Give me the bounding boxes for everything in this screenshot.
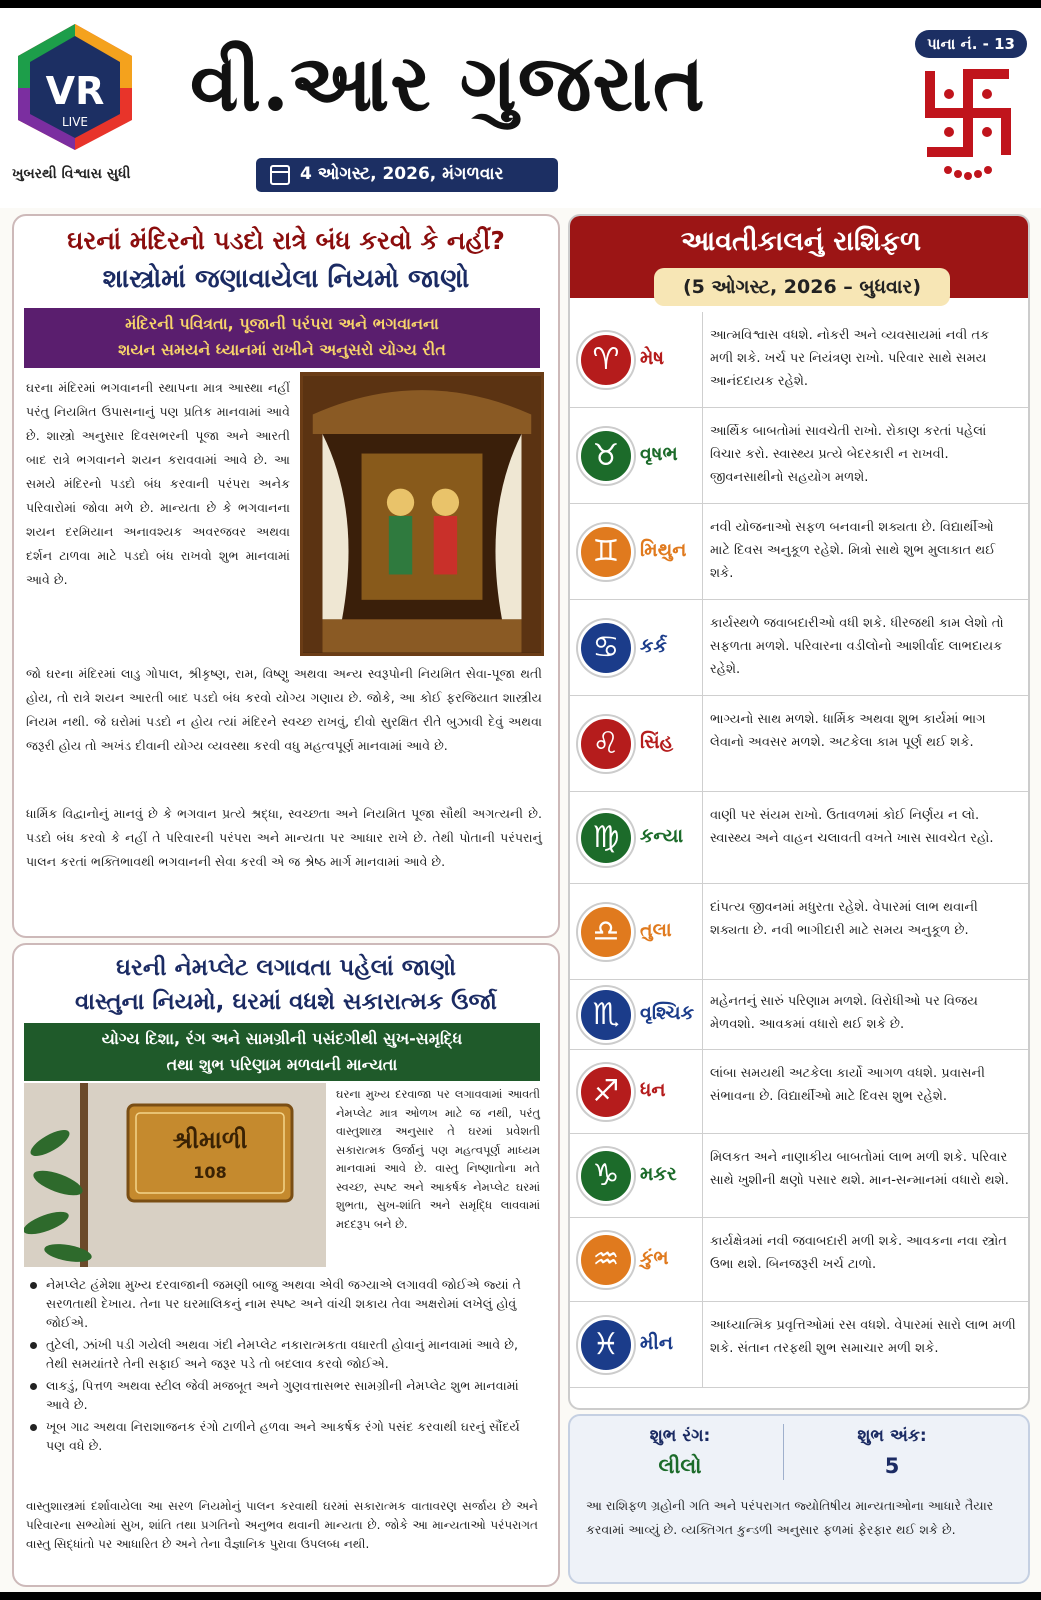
svg-text:LIVE: LIVE <box>61 115 89 129</box>
row-divider <box>702 504 703 599</box>
newspaper-page <box>0 8 1041 1592</box>
article1-subheadline: શાસ્ત્રોમાં જણાવાયેલા નિયમો જાણો <box>102 264 470 294</box>
zodiac-name: ધન <box>640 1079 666 1101</box>
swastika-icon <box>918 66 1018 186</box>
lucky-number-label: શુભ અંક: <box>857 1426 927 1446</box>
row-divider <box>702 1134 703 1217</box>
zodiac-prediction: ભાગ્યનો સાથ મળશે. ધાર્મિક અથવા શુભ કાર્યમાં ભાગ લેવાનો અવસર મળશે. અટકેલા કામ પૂર્ણ થઈ શકે. <box>710 712 986 750</box>
article2-deck: યોગ્ય દિશા, રંગ અને સામગ્રીની પસંદગીથી સુખ-સમૃદ્ધિ તથા શુભ પરિણામ મળવાની માન્યતા <box>24 1023 540 1081</box>
twins-icon: ♊ <box>578 524 634 580</box>
article2-headline: ઘરની નેમપ્લેટ લગાવતા પહેલાં જાણો <box>116 955 456 981</box>
zodiac-row <box>570 696 1030 792</box>
article2-para-2: વાસ્તુશાસ્ત્રમાં દર્શાવાયેલા આ સરળ નિયમોનું પાલન કરવાથી ઘરમાં સકારાત્મક વાતાવરણ સર્જાય છે અને પરિવારના સભ્યોમાં સુખ, શાંતિ તથા પ્રગતિનો અનુભવ થવાની માન્યતા છે. જોકે આ માન્યતાઓ પરંપરાગત વાસ્તુ સિદ્ધાંતો પર આધારિત છે અને તેના વૈજ્ઞાનિક પુરાવા ઉપલબ્ધ નથી. <box>26 1499 538 1551</box>
zodiac-name: મકર <box>640 1163 677 1185</box>
article2-para-1: ઘરના મુખ્ય દરવાજા પર લગાવવામાં આવતી નેમપ્લેટ માત્ર ઓળખ માટે જ નથી, પરંતુ વાસ્તુશાસ્ત્ર અનુસાર તે ઘરમાં પ્રવેશતી સકારાત્મક ઉર્જાનું પણ મહત્વપૂર્ણ માધ્યમ માનવામાં આવે છે. વાસ્તુ નિષ્ણાતોના મતે સ્વચ્છ, સ્પષ્ટ અને આકર્ષક નેમપ્લેટ ઘરમાં શુભતા, સુખ-શાંતિ અને સમૃદ્ધિ લાવવામાં મદદરૂપ બને છે. <box>336 1087 540 1231</box>
zodiac-row <box>570 504 1030 600</box>
zodiac-name: મિથુન <box>640 539 687 561</box>
tagline: ખુબરથી વિશ્વાસ સુધી <box>12 166 131 182</box>
lucky-divider <box>783 1424 784 1480</box>
zodiac-row <box>570 600 1030 696</box>
article1-para-2: જો ઘરના મંદિરમાં લાડુ ગોપાલ, શ્રીકૃષ્ણ, રામ, વિષ્ણુ અથવા અન્ય સ્વરૂપોની નિયમિત સેવા-પૂજા થતી હોય, તો રાત્રે શયન આરતી બાદ પડદો બંધ કરવો યોગ્ય ગણાય છે. જોકે, આ કોઈ ફરજિયાત શાસ્ત્રીય નિયમ નથી. જે ઘરોમાં પડદો ન હોય ત્યાં મંદિરને સ્વચ્છ રાખવું, દીવો સુરક્ષિત રીતે બુઝાવી દેવું અથવા જરૂરી હોય તો અખંડ દીવાની યોગ્ય વ્યવસ્થા કરવી વધુ મહત્વપૂર્ણ માનવામાં આવે છે. <box>26 666 542 753</box>
fish-icon: ♓ <box>578 1317 634 1373</box>
zodiac-name: વૃશ્ચિક <box>640 1002 694 1024</box>
zodiac-name: કન્યા <box>640 825 684 847</box>
horoscope-disclaimer: આ રાશિફળ ગ્રહોની ગતિ અને પરંપરાગત જ્યોતિષીય માન્યતાઓના આધારે તૈયાર કરવામાં આવ્યું છે. વ્યક્તિગત કુન્ડળી અનુસાર ફળમાં ફેરફાર થઈ શકે છે. <box>586 1498 994 1537</box>
calendar-icon <box>270 165 290 185</box>
row-divider <box>702 792 703 883</box>
zodiac-row <box>570 1302 1030 1388</box>
article2-subheadline: વાસ્તુના નિયમો, ઘરમાં વધશે સકારાત્મક ઉર્જા <box>75 989 497 1015</box>
row-divider <box>702 980 703 1049</box>
zodiac-prediction: કાર્યક્ષેત્રમાં નવી જવાબદારી મળી શકે. આવકના નવા સ્ત્રોત ઉભા થશે. બિનજરૂરી ખર્ચ ટાળો. <box>710 1234 1007 1272</box>
scales-icon: ♎ <box>578 904 634 960</box>
zodiac-row <box>570 792 1030 884</box>
nameplate-name: શ્રીમાળી <box>172 1125 248 1154</box>
zodiac-name: કર્ક <box>640 635 667 657</box>
lion-icon: ♌ <box>578 716 634 772</box>
zodiac-prediction: મહેનતનું સારું પરિણામ મળશે. વિરોધીઓ પર વિજય મેળવશો. આવકમાં વધારો થઈ શકે છે. <box>710 994 978 1032</box>
zodiac-prediction: નવી યોજનાઓ સફળ બનવાની શક્યતા છે. વિદ્યાર્થીઓ માટે દિવસ અનુકૂળ રહેશે. મિત્રો સાથે શુભ મુલાકાત થઈ શકે. <box>710 520 996 581</box>
horoscope-panel <box>568 214 1030 1410</box>
zodiac-prediction: વાણી પર સંયમ રાખો. ઉતાવળમાં કોઈ નિર્ણય ન લો. સ્વાસ્થ્ય અને વાહન ચલાવતી વખતે ખાસ સાવચેત રહો. <box>710 808 994 846</box>
bull-icon: ♉ <box>578 428 634 484</box>
zodiac-name: સિંહ <box>640 731 674 753</box>
row-divider <box>702 312 703 407</box>
crab-icon: ♋ <box>578 620 634 676</box>
row-divider <box>702 1050 703 1133</box>
lucky-box <box>568 1414 1030 1584</box>
nameplate-image <box>24 1083 326 1267</box>
zodiac-row <box>570 1050 1030 1134</box>
lucky-color-value: લીલો <box>658 1454 702 1478</box>
zodiac-prediction: મિલકત અને નાણાકીય બાબતોમાં લાભ મળી શકે. પરિવાર સાથે ખુશીની ક્ષણો પસાર થશે. માન-સન્માનમાં વધારો થશે. <box>710 1150 1009 1188</box>
article-temple-curtain <box>12 214 560 938</box>
zodiac-prediction: આર્થિક બાબતોમાં સાવચેતી રાખો. રોકાણ કરતાં પહેલાં વિચાર કરો. સ્વાસ્થ્ય પ્રત્યે બેદરકારી ન રાખવી. જીવનસાથીનો સહયોગ મળશે. <box>710 424 987 485</box>
article-nameplate-vastu <box>12 943 560 1587</box>
list-item: ખૂબ ગાઢ અથવા નિરાશાજનક રંગો ટાળીને હળવા અને આકર્ષક રંગો પસંદ કરવાથી ઘરનું સૌંદર્ય પણ વધે છે. <box>26 1417 536 1455</box>
lucky-number-value: 5 <box>884 1454 900 1478</box>
zodiac-prediction: આધ્યાત્મિક પ્રવૃત્તિઓમાં રસ વધશે. વેપારમાં સારો લાભ મળી શકે. સંતાન તરફથી શુભ સમાચાર મળી શકે. <box>710 1318 1016 1356</box>
water-bearer-icon: ♒ <box>578 1232 634 1288</box>
nameplate-tips-list <box>26 1275 536 1458</box>
scorpion-icon: ♏ <box>578 987 634 1043</box>
zodiac-name: તુલા <box>640 919 672 941</box>
vr-live-logo <box>14 22 136 152</box>
archer-icon: ♐ <box>578 1064 634 1120</box>
zodiac-row <box>570 884 1030 980</box>
zodiac-prediction: દાંપત્ય જીવનમાં મધુરતા રહેશે. વેપારમાં લાભ થવાની શક્યતા છે. નવી ભાગીદારી માટે સમય અનુકૂળ છે. <box>710 900 978 938</box>
zodiac-name: વૃષભ <box>640 443 678 465</box>
row-divider <box>702 1302 703 1387</box>
temple-image <box>300 372 544 656</box>
list-item: લાકડું, પિત્તળ અથવા સ્ટીલ જેવી મજબૂત અને ગુણવત્તાસભર સામગ્રીની નેમપ્લેટ શુભ માનવામાં આવે છે. <box>26 1376 536 1414</box>
row-divider <box>702 408 703 503</box>
zodiac-prediction: આત્મવિશ્વાસ વધશે. નોકરી અને વ્યવસાયમાં નવી તક મળી શકે. ખર્ચ પર નિયંત્રણ રાખો. પરિવાર સાથે સમય આનંદદાયક રહેશે. <box>710 328 990 389</box>
row-divider <box>702 884 703 979</box>
newspaper-title: વી.આર ગુજરાત <box>190 38 706 129</box>
nameplate-number: 108 <box>193 1163 227 1182</box>
article1-headline: ઘરનાં મંદિરનો પડદો રાત્રે બંધ કરવો કે નહીં? <box>67 226 505 255</box>
masthead <box>0 8 1041 208</box>
svg-text:VR: VR <box>45 69 105 113</box>
zodiac-prediction: લાંબા સમયથી અટકેલા કાર્યો આગળ વધશે. પ્રવાસની સંભાવના છે. વિદ્યાર્થીઓ માટે દિવસ શુભ રહેશે. <box>710 1066 985 1104</box>
article1-para-3: ધાર્મિક વિદ્વાનોનું માનવું છે કે ભગવાન પ્રત્યે શ્રદ્ધા, સ્વચ્છતા અને નિયમિત પૂજા સૌથી અગત્યની છે. પડદો બંધ કરવો કે નહીં તે પરિવારની પરંપરા અને માન્યતા પર આધાર રાખે છે. તેથી પોતાની પરંપરાનું પાલન કરતાં ભક્તિભાવથી ભગવાનની સેવા કરવી એ જ શ્રેષ્ઠ માર્ગ માનવામાં આવે છે. <box>26 806 542 869</box>
zodiac-row <box>570 1134 1030 1218</box>
zodiac-name: કુંભ <box>640 1247 669 1269</box>
row-divider <box>702 696 703 791</box>
maiden-icon: ♍ <box>578 810 634 866</box>
zodiac-row <box>570 980 1030 1050</box>
horoscope-title: આવતીકાલનું રાશિફળ <box>680 226 922 257</box>
article1-deck: મંદિરની પવિત્રતા, પૂજાની પરંપરા અને ભગવાનના શયન સમયને ધ્યાનમાં રાખીને અનુસરો યોગ્ય રીત <box>24 308 540 368</box>
row-divider <box>702 1218 703 1301</box>
ram-icon: ♈ <box>578 332 634 388</box>
goat-icon: ♑ <box>578 1148 634 1204</box>
lucky-color-label: શુભ રંગ: <box>649 1426 711 1446</box>
issue-date-bar <box>256 158 558 192</box>
list-item: નેમપ્લેટ હંમેશા મુખ્ય દરવાજાની જમણી બાજુ અથવા એવી જગ્યાએ લગાવવી જોઈએ જ્યાં તે સરળતાથી દેખાય. તેના પર ઘરમાલિકનું નામ સ્પષ્ટ અને વાંચી શકાય તેવા અક્ષરોમાં લખેલું હોવું જોઈએ. <box>26 1275 536 1332</box>
zodiac-name: મેષ <box>640 347 665 369</box>
page-number-badge: પાના નં. - 13 <box>915 30 1027 58</box>
issue-date: 4 ઓગસ્ટ, 2026, મંગળવાર <box>300 164 504 184</box>
zodiac-row <box>570 408 1030 504</box>
row-divider <box>702 600 703 695</box>
zodiac-prediction: કાર્યસ્થળે જવાબદારીઓ વધી શકે. ધીરજથી કામ લેશો તો સફળતા મળશે. પરિવારના વડીલોનો આશીર્વાદ લાભદાયક રહેશે. <box>710 616 1004 677</box>
horoscope-date: (5 ઓગસ્ટ, 2026 – બુધવાર) <box>654 268 950 306</box>
zodiac-name: મીન <box>640 1332 674 1354</box>
list-item: તુટેલી, ઝાંખી પડી ગયેલી અથવા ગંદી નેમપ્લેટ નકારાત્મકતા વધારતી હોવાનું માનવામાં આવે છે, તેથી સમયાંતરે તેની સફાઈ અને જરૂર પડે તો બદલાવ કરવો જોઈએ. <box>26 1335 536 1373</box>
article1-para-1: ઘરના મંદિરમાં ભગવાનની સ્થાપના માત્ર આસ્થા નહીં પરંતુ નિયમિત ઉપાસનાનું પણ પ્રતિક માનવામાં આવે છે. શાસ્ત્રો અનુસાર દિવસભરની પૂજા અને આરતી બાદ રાત્રે ભગવાનને શયન કરાવવામાં આવે છે. આ સમયે મંદિરનો પડદો બંધ કરવાની પરંપરા અનેક પરિવારોમાં જોવા મળે છે. માન્યતા છે કે ભગવાનના શયન દરમિયાન અનાવશ્યક અવરજવર અથવા દર્શન ટાળવા માટે પડદો બંધ રાખવો શુભ માનવામાં આવે છે. <box>26 380 290 587</box>
zodiac-row <box>570 312 1030 408</box>
zodiac-row <box>570 1218 1030 1302</box>
